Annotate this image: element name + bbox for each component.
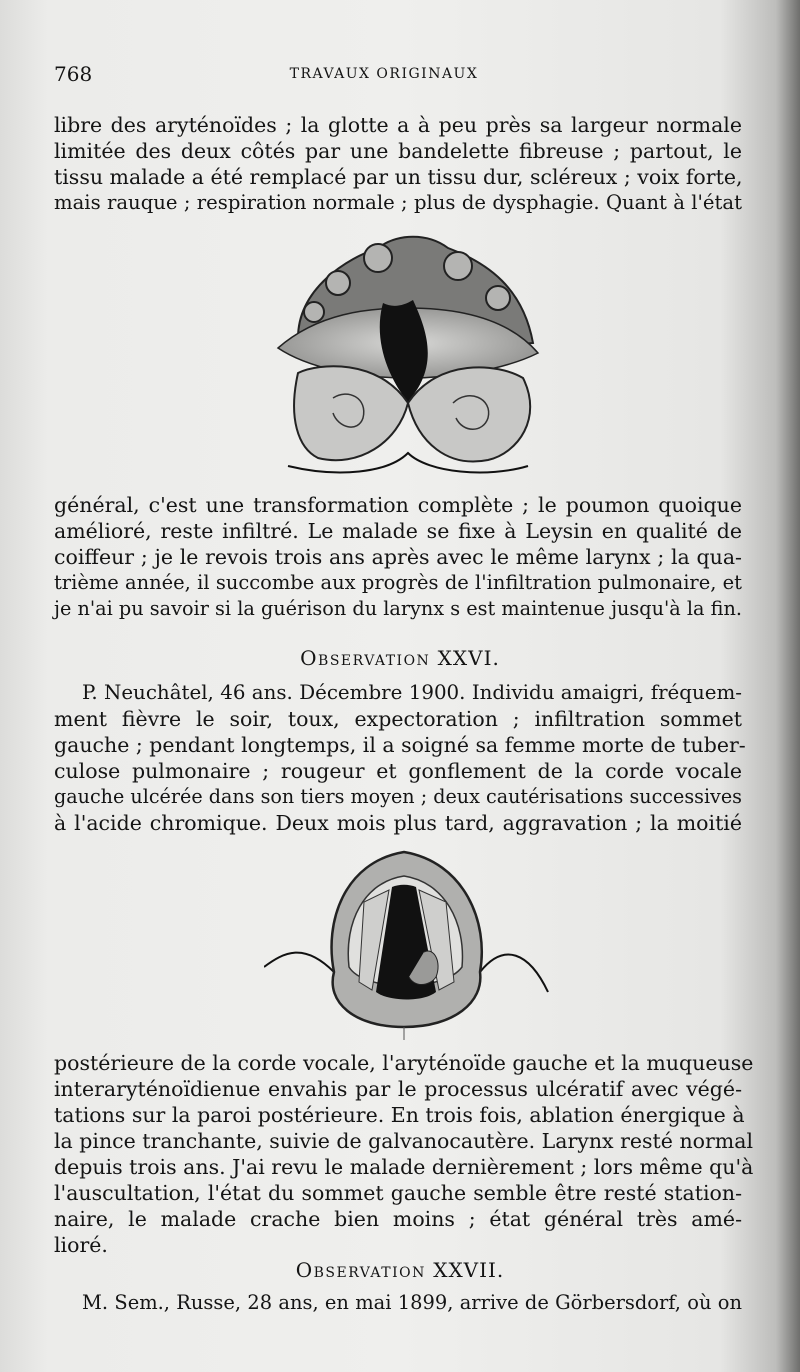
text-line: amélioré, reste infiltré. Le malade se fixe à Leysin en qualité de — [54, 519, 742, 543]
text-line: coiffeur ; je le revois trois ans après avec le même larynx ; la qua- — [54, 545, 742, 569]
text-line: mais rauque ; respiration normale ; plus de dysphagie. Quant à l'état — [54, 191, 742, 214]
page-header — [54, 62, 744, 88]
text-line: depuis trois ans. J'ai revu le malade dernièrement ; lors même qu'à — [54, 1155, 754, 1179]
text-line: limitée des deux côtés par une bandelette fibreuse ; partout, le — [54, 139, 742, 163]
text-line: je n'ai pu savoir si la guérison du larynx s est maintenue jusqu'à la fin. — [54, 597, 742, 620]
page-number: 768 — [54, 62, 93, 86]
observation-word: Observation — [300, 646, 431, 670]
larynx-illustration-2 — [264, 842, 550, 1042]
text-line: gauche ; pendant longtemps, il a soigné sa femme morte de tuber- — [54, 733, 746, 757]
text-line: P. Neuchâtel, 46 ans. Décembre 1900. Individu amaigri, fréquem- — [82, 681, 742, 704]
observation-numeral: XXVII. — [433, 1258, 505, 1282]
text-line: l'auscultation, l'état du sommet gauche semble être resté station- — [54, 1181, 742, 1205]
paragraph — [54, 680, 746, 836]
text-line: lioré. — [54, 1233, 108, 1257]
text-line: libre des aryténoïdes ; la glotte a à peu près sa largeur normale — [54, 113, 742, 137]
observation-heading — [0, 646, 800, 670]
paragraph — [54, 492, 742, 622]
text-line: tations sur la paroi postérieure. En trois fois, ablation énergique à — [54, 1103, 745, 1127]
text-line: à l'acide chromique. Deux mois plus tard, aggravation ; la moitié — [54, 811, 742, 835]
observation-numeral: XXVI. — [437, 646, 500, 670]
observation-heading — [0, 1258, 800, 1282]
text-line: interaryténoïdienue envahis par le processus ulcératif avec végé- — [54, 1077, 742, 1101]
paragraph — [54, 1290, 742, 1316]
paragraph-continuation — [54, 112, 742, 216]
text-line: culose pulmonaire ; rougeur et gonflement de la corde vocale — [54, 759, 742, 783]
text-line: naire, le malade crache bien moins ; état général très amé- — [54, 1207, 742, 1231]
text-line: trième année, il succombe aux progrès de l'infiltration pulmonaire, et — [54, 571, 742, 594]
text-line: postérieure de la corde vocale, l'aryténoïde gauche et la muqueuse — [54, 1051, 754, 1075]
observation-word: Observation — [295, 1258, 426, 1282]
running-title: TRAVAUX ORIGINAUX — [289, 66, 479, 82]
text-line: général, c'est une transformation complète ; le poumon quoique — [54, 493, 742, 517]
paragraph — [54, 1050, 754, 1258]
text-line: tissu malade a été remplacé par un tissu dur, scléreux ; voix forte, — [54, 165, 743, 189]
larynx-illustration-1 — [258, 228, 558, 478]
text-line: M. Sem., Russe, 28 ans, en mai 1899, arrive de Görbersdorf, où on — [82, 1291, 742, 1314]
text-line: la pince tranchante, suivie de galvanocautère. Larynx resté normal — [54, 1129, 754, 1153]
text-line: gauche ulcérée dans son tiers moyen ; deux cautérisations successives — [54, 785, 742, 808]
text-line: ment fièvre le soir, toux, expectoration ; infiltration sommet — [54, 707, 742, 731]
